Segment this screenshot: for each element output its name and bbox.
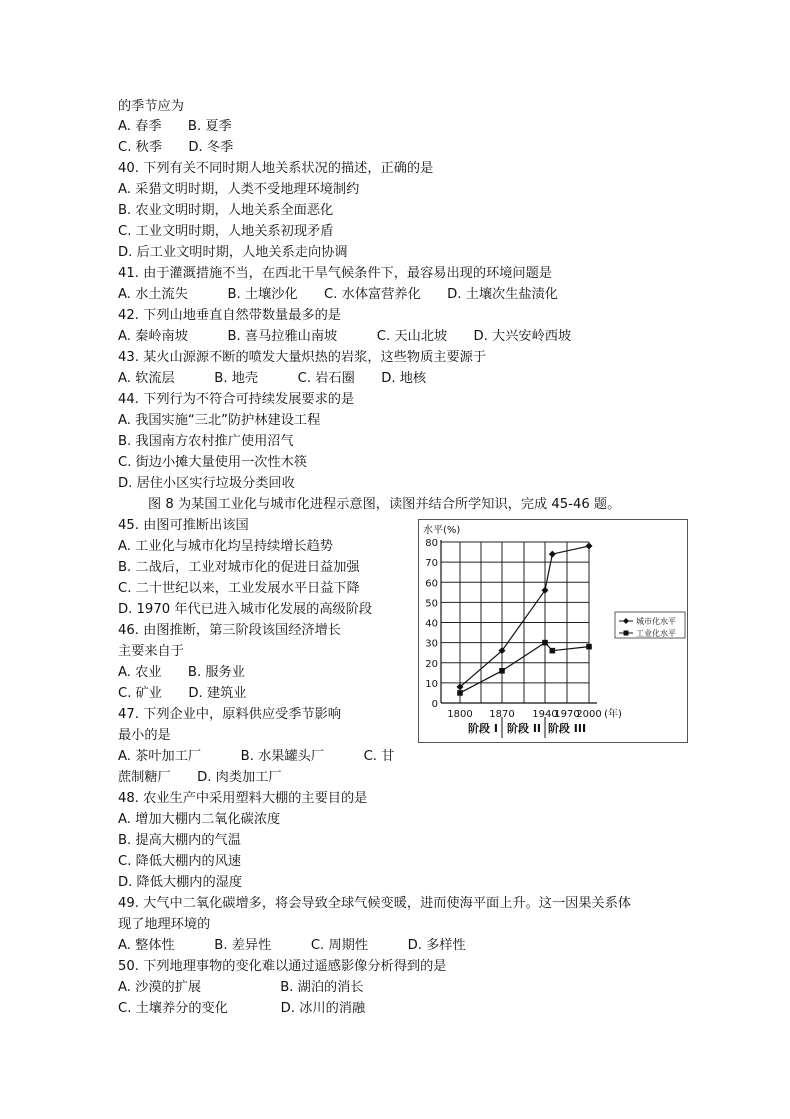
text-line: D. 居住小区实行垃圾分类回收 <box>118 476 295 491</box>
legend-label: 工业化水平 <box>636 629 676 638</box>
y-tick-label: 30 <box>425 638 438 650</box>
text-line: 47. 下列企业中，原料供应受季节影响 <box>118 707 341 722</box>
text-line: C. 矿业 D. 建筑业 <box>118 686 247 701</box>
text-line: D. 降低大棚内的湿度 <box>118 875 243 890</box>
y-tick-label: 0 <box>431 699 438 710</box>
x-tick-label: 1800 <box>447 709 473 720</box>
text-line: 蔗制糖厂 D. 肉类加工厂 <box>118 770 282 785</box>
text-line: A. 沙漠的扩展 B. 湖泊的消长 <box>118 980 364 995</box>
y-tick-label: 10 <box>425 678 438 690</box>
text-line: B. 农业文明时期，人地关系全面恶化 <box>118 203 334 218</box>
chart-svg <box>419 520 687 742</box>
y-tick-label: 20 <box>425 658 438 670</box>
x-tick-label: 1940 <box>532 709 558 720</box>
y-tick-label: 50 <box>425 598 438 610</box>
data-point <box>586 644 592 650</box>
text-line: 44. 下列行为不符合可持续发展要求的是 <box>118 392 355 407</box>
text-line: A. 增加大棚内二氧化碳浓度 <box>118 812 281 827</box>
data-point <box>499 668 505 674</box>
y-tick-label: 70 <box>425 558 438 570</box>
x-tick-label: 1870 <box>489 709 515 720</box>
text-line: 42. 下列山地垂直自然带数量最多的是 <box>118 308 341 323</box>
text-line: A. 我国实施“三北”防护林建设工程 <box>118 413 321 428</box>
legend-label: 城市化水平 <box>636 617 676 626</box>
data-point <box>550 648 556 654</box>
text-line: 40. 下列有关不同时期人地关系状况的描述，正确的是 <box>118 161 434 176</box>
text-line: B. 二战后，工业对城市化的促进日益加强 <box>118 560 360 575</box>
x-tick-label: 2000 <box>576 709 602 720</box>
text-line: A. 春季 B. 夏季 <box>118 119 232 134</box>
data-point <box>542 640 548 646</box>
text-line: A. 茶叶加工厂 B. 水果罐头厂 C. 甘 <box>118 749 395 764</box>
y-tick-label: 60 <box>425 578 438 590</box>
text-line: C. 土壤养分的变化 D. 冰川的消融 <box>118 1001 366 1016</box>
text-line: C. 降低大棚内的风速 <box>118 854 242 869</box>
text-line: C. 街边小摊大量使用一次性木筷 <box>118 455 308 470</box>
text-line: 41. 由于灌溉措施不当，在西北干旱气候条件下，最容易出现的环境问题是 <box>118 266 552 281</box>
text-line: 现了地理环境的 <box>118 917 211 932</box>
data-point <box>457 690 463 696</box>
text-line: 的季节应为 <box>118 99 184 114</box>
text-line: A. 整体性 B. 差异性 C. 周期性 D. 多样性 <box>118 938 466 953</box>
text-line: B. 我国南方农村推广使用沼气 <box>118 434 294 449</box>
figure-8-chart <box>418 519 688 743</box>
text-line: 46. 由图推断，第三阶段该国经济增长 <box>118 623 341 638</box>
text-line: A. 软流层 B. 地壳 C. 岩石圈 D. 地核 <box>118 371 427 386</box>
x-axis-unit: (年) <box>604 709 622 720</box>
stage-label: 阶段 II <box>506 722 542 735</box>
text-line: C. 工业文明时期，人地关系初现矛盾 <box>118 224 334 239</box>
text-line: 49. 大气中二氧化碳增多，将会导致全球气候变暖，进而使海平面上升。这一因果关系体 <box>118 896 632 911</box>
stage-label: 阶段 I <box>468 722 498 735</box>
text-line: 主要来自于 <box>118 644 184 659</box>
text-line: A. 工业化与城市化均呈持续增长趋势 <box>118 539 333 554</box>
text-line: 50. 下列地理事物的变化难以通过遥感影像分析得到的是 <box>118 959 447 974</box>
data-point <box>549 551 556 558</box>
text-line: A. 秦岭南坡 B. 喜马拉雅山南坡 C. 天山北坡 D. 大兴安岭西坡 <box>118 329 572 344</box>
y-tick-label: 80 <box>425 538 438 549</box>
legend-marker <box>624 631 629 636</box>
text-line: 43. 某火山源源不断的喷发大量炽热的岩浆，这些物质主要源于 <box>118 350 487 365</box>
text-line: D. 1970 年代已进入城市化发展的高级阶段 <box>118 602 373 617</box>
text-line: 45. 由图可推断出该国 <box>118 518 249 533</box>
text-line: A. 水土流失 B. 土壤沙化 C. 水体富营养化 D. 土壤次生盐渍化 <box>118 287 558 302</box>
y-tick-label: 40 <box>425 618 438 630</box>
text-line: C. 秋季 D. 冬季 <box>118 140 234 155</box>
x-tick-label: 1970 <box>554 709 580 720</box>
stage-label: 阶段 III <box>547 722 587 735</box>
text-line: 48. 农业生产中采用塑料大棚的主要目的是 <box>118 791 368 806</box>
data-point <box>586 543 593 550</box>
text-line: C. 二十世纪以来，工业发展水平日益下降 <box>118 581 360 596</box>
y-axis-title: 水平(%) <box>423 525 461 536</box>
text-line: A. 农业 B. 服务业 <box>118 665 245 680</box>
text-line: B. 提高大棚内的气温 <box>118 833 241 848</box>
text-line: A. 采猎文明时期，人类不受地理环境制约 <box>118 182 360 197</box>
text-line: D. 后工业文明时期，人地关系走向协调 <box>118 245 348 260</box>
text-line: 图 8 为某国工业化与城市化进程示意图，读图并结合所学知识，完成 45-46 题。 <box>148 497 621 512</box>
text-line: 最小的是 <box>118 728 171 743</box>
